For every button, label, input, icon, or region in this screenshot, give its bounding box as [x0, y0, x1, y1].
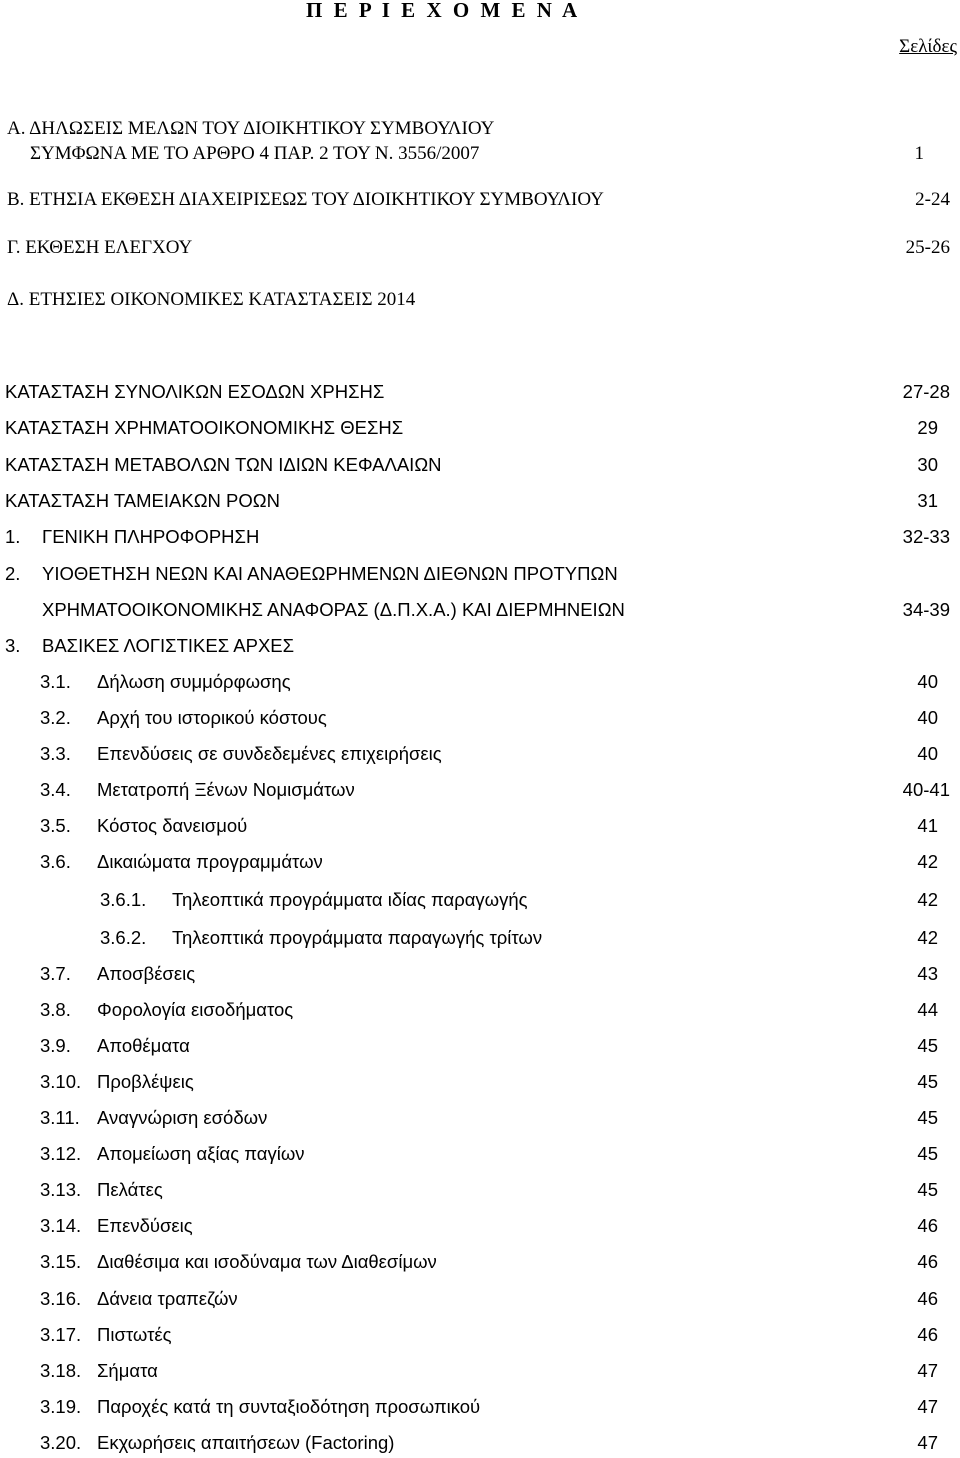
- subitem-number: 3.3.: [40, 743, 71, 764]
- subitem-page: 45: [917, 1035, 938, 1056]
- section-c-label: Γ. ΕΚΘΕΣΗ ΕΛΕΓΧΟΥ: [7, 237, 193, 258]
- subitem-number: 3.17.: [40, 1324, 82, 1345]
- subitem-label: Εκχωρήσεις απαιτήσεων (Factoring): [97, 1432, 395, 1453]
- section-a-line2: ΣΥΜΦΩΝΑ ΜΕ ΤΟ ΑΡΘΡΟ 4 ΠΑΡ. 2 ΤΟΥ Ν. 3556/2007: [30, 143, 480, 164]
- note-page: 34-39: [902, 599, 950, 620]
- subitem-page: 40: [917, 671, 938, 692]
- note-label: ΒΑΣΙΚΕΣ ΛΟΓΙΣΤΙΚΕΣ ΑΡΧΕΣ: [42, 635, 295, 656]
- subitem-label: Διαθέσιμα και ισοδύναμα των Διαθεσίμων: [97, 1251, 437, 1272]
- subitem-number: 3.9.: [40, 1035, 71, 1056]
- subitem-page: 40-41: [902, 779, 950, 800]
- subitem-page: 47: [917, 1432, 938, 1453]
- subitem-number: 3.2.: [40, 707, 71, 728]
- statement-page: 30: [917, 454, 938, 475]
- subitem-label: Αρχή του ιστορικού κόστους: [97, 707, 327, 728]
- subitem-page: 40: [917, 707, 938, 728]
- subitem-number: 3.15.: [40, 1251, 82, 1272]
- subitem-page: 46: [917, 1215, 938, 1236]
- subitem-label: Αποσβέσεις: [97, 963, 196, 984]
- subitem-page: 42: [917, 889, 938, 910]
- section-a-line1: Α. ΔΗΛΩΣΕΙΣ ΜΕΛΩΝ ΤΟΥ ΔΙΟΙΚΗΤΙΚΟΥ ΣΥΜΒΟΥΛΙΟΥ: [7, 118, 495, 139]
- subitem-number: 3.16.: [40, 1288, 82, 1309]
- note-label-line1: ΥΙΟΘΕΤΗΣΗ ΝΕΩΝ ΚΑΙ ΑΝΑΘΕΩΡΗΜΕΝΩΝ ΔΙΕΘΝΩΝ ΠΡΟΤΥΠΩΝ: [42, 563, 618, 584]
- subitem-label: Κόστος δανεισμού: [97, 815, 248, 836]
- statement-page: 29: [917, 417, 938, 438]
- note-label: ΓΕΝΙΚΗ ΠΛΗΡΟΦΟΡΗΣΗ: [42, 526, 260, 547]
- subitem-label: Δικαιώματα προγραμμάτων: [97, 851, 323, 872]
- statement-label: ΚΑΤΑΣΤΑΣΗ ΤΑΜΕΙΑΚΩΝ ΡΟΩΝ: [5, 490, 280, 511]
- subitem-label: Επενδύσεις: [97, 1215, 193, 1236]
- subitem-label: Δήλωση συμμόρφωσης: [97, 671, 291, 692]
- subitem-label: Πελάτες: [97, 1179, 163, 1200]
- subitem-number: 3.7.: [40, 963, 71, 984]
- statement-page: 27-28: [902, 381, 950, 402]
- subitem-label: Παροχές κατά τη συνταξιοδότηση προσωπικού: [97, 1396, 481, 1417]
- subitem-number: 3.6.: [40, 851, 71, 872]
- note-number: 1.: [5, 526, 21, 547]
- subitem-number: 3.13.: [40, 1179, 82, 1200]
- subitem-page: 44: [917, 999, 938, 1020]
- subitem-page: 46: [917, 1288, 938, 1309]
- pages-column-header: Σελίδες: [899, 36, 957, 57]
- subitem-page: 45: [917, 1143, 938, 1164]
- section-c-page: 25-26: [905, 237, 950, 258]
- subitem-page: 47: [917, 1360, 938, 1381]
- subitem-label: Πιστωτές: [97, 1324, 172, 1345]
- subitem-number: 3.12.: [40, 1143, 82, 1164]
- subitem-label: Απομείωση αξίας παγίων: [97, 1143, 305, 1164]
- subitem-label: Αποθέματα: [97, 1035, 190, 1056]
- statement-label: ΚΑΤΑΣΤΑΣΗ ΧΡΗΜΑΤΟΟΙΚΟΝΟΜΙΚΗΣ ΘΕΣΗΣ: [5, 417, 404, 438]
- subitem-page: 43: [917, 963, 938, 984]
- subitem-page: 42: [917, 851, 938, 872]
- subitem-page: 45: [917, 1179, 938, 1200]
- subitem-label: Τηλεοπτικά προγράμματα παραγωγής τρίτων: [172, 927, 543, 948]
- subitem-page: 47: [917, 1396, 938, 1417]
- subitem-number: 3.20.: [40, 1432, 82, 1453]
- statement-label: ΚΑΤΑΣΤΑΣΗ ΜΕΤΑΒΟΛΩΝ ΤΩΝ ΙΔΙΩΝ ΚΕΦΑΛΑΙΩΝ: [5, 454, 442, 475]
- section-b-label: Β. ΕΤΗΣΙΑ ΕΚΘΕΣΗ ΔΙΑΧΕΙΡΙΣΕΩΣ ΤΟΥ ΔΙΟΙΚΗΤΙΚΟΥ ΣΥΜΒΟΥΛΙΟΥ: [7, 189, 604, 210]
- subitem-number: 3.14.: [40, 1215, 82, 1236]
- subitem-number: 3.6.2.: [100, 927, 147, 948]
- section-b-page: 2-24: [915, 189, 950, 210]
- section-d-label: Δ. ΕΤΗΣΙΕΣ ΟΙΚΟΝΟΜΙΚΕΣ ΚΑΤΑΣΤΑΣΕΙΣ 2014: [7, 289, 416, 310]
- subitem-number: 3.18.: [40, 1360, 82, 1381]
- subitem-label: Επενδύσεις σε συνδεδεμένες επιχειρήσεις: [97, 743, 442, 764]
- subitem-number: 3.8.: [40, 999, 71, 1020]
- subitem-number: 3.6.1.: [100, 889, 147, 910]
- subitem-number: 3.5.: [40, 815, 71, 836]
- subitem-page: 42: [917, 927, 938, 948]
- statement-page: 31: [917, 490, 938, 511]
- subitem-number: 3.4.: [40, 779, 71, 800]
- subitem-page: 46: [917, 1251, 938, 1272]
- subitem-page: 40: [917, 743, 938, 764]
- subitem-label: Τηλεοπτικά προγράμματα ιδίας παραγωγής: [172, 889, 528, 910]
- statement-label: ΚΑΤΑΣΤΑΣΗ ΣΥΝΟΛΙΚΩΝ ΕΣΟΔΩΝ ΧΡΗΣΗΣ: [5, 381, 385, 402]
- subitem-number: 3.10.: [40, 1071, 82, 1092]
- subitem-number: 3.19.: [40, 1396, 82, 1417]
- subitem-page: 45: [917, 1107, 938, 1128]
- note-number: 2.: [5, 563, 21, 584]
- note-label-line2: ΧΡΗΜΑΤΟΟΙΚΟΝΟΜΙΚΗΣ ΑΝΑΦΟΡΑΣ (Δ.Π.Χ.Α.) ΚΑΙ ΔΙΕΡΜΗΝΕΙΩΝ: [42, 599, 625, 620]
- note-page: 32-33: [902, 526, 950, 547]
- subitem-label: Μετατροπή Ξένων Νομισμάτων: [97, 779, 355, 800]
- subitem-page: 45: [917, 1071, 938, 1092]
- subitem-page: 46: [917, 1324, 938, 1345]
- note-number: 3.: [5, 635, 21, 656]
- subitem-page: 41: [917, 815, 938, 836]
- subitem-number: 3.1.: [40, 671, 71, 692]
- subitem-label: Αναγνώριση εσόδων: [97, 1107, 268, 1128]
- subitem-label: Δάνεια τραπεζών: [97, 1288, 238, 1309]
- toc-title: Π Ε Ρ Ι Ε Χ Ο Μ Ε Ν Α: [306, 0, 581, 22]
- subitem-label: Φορολογία εισοδήματος: [97, 999, 294, 1020]
- subitem-label: Προβλέψεις: [97, 1071, 194, 1092]
- subitem-label: Σήματα: [97, 1360, 158, 1381]
- subitem-number: 3.11.: [40, 1107, 80, 1128]
- section-a-page: 1: [914, 143, 924, 164]
